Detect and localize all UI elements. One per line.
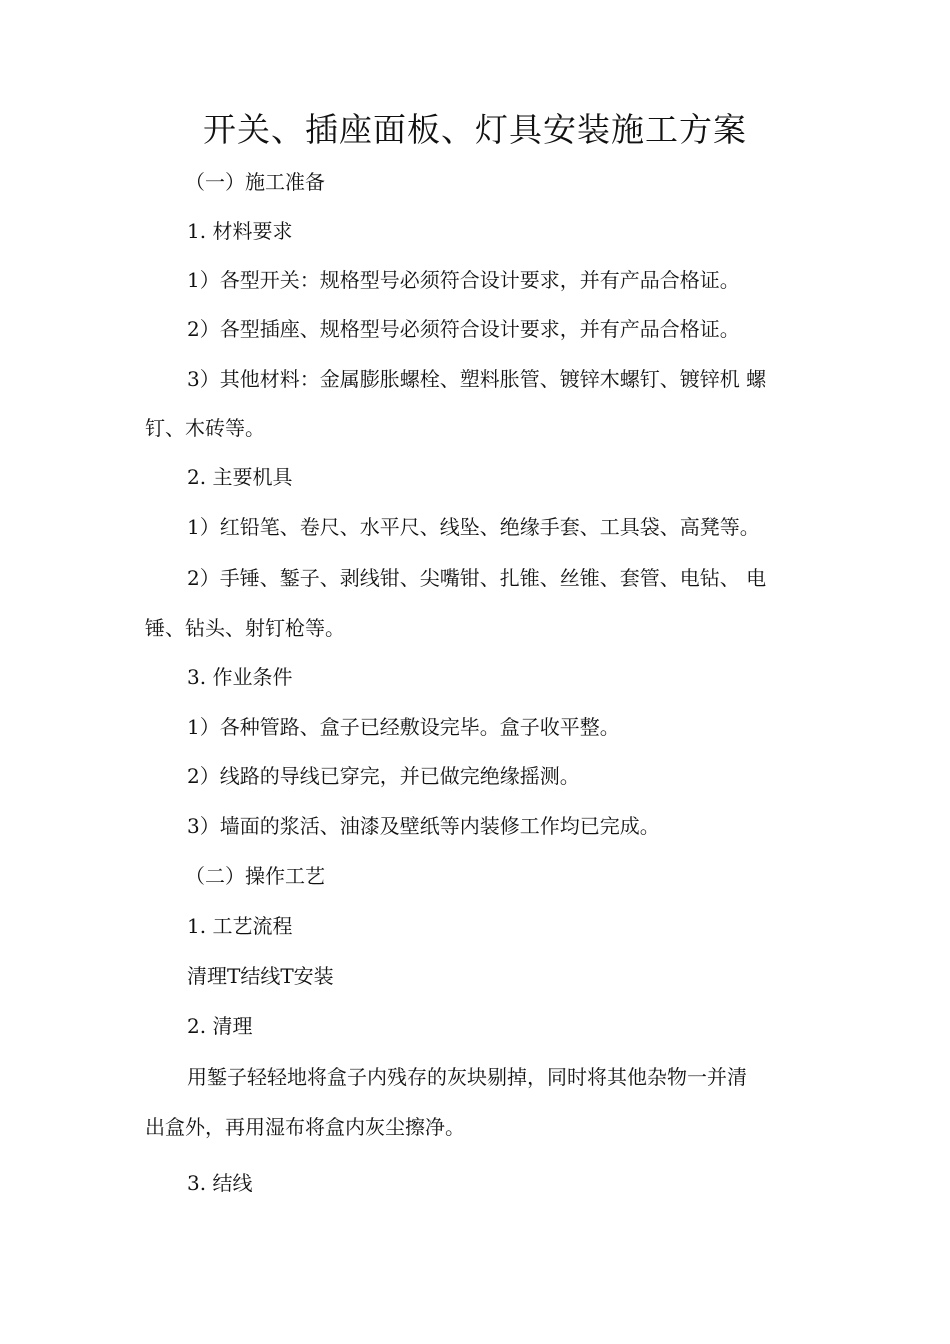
paragraph-cleaning: 用錾子轻轻地将盒子内残存的灰块剔掉，同时将其他杂物一并清 — [187, 1065, 747, 1089]
section-heading-preparation: （一）施工准备 — [185, 170, 325, 194]
paragraph-tools-2-cont: 锤、钻头、射钉枪等。 — [145, 616, 345, 640]
paragraph-tools-1: 1）红铅笔、卷尺、水平尺、线坠、绝缘手套、工具袋、高凳等。 — [187, 515, 760, 539]
paragraph-sockets: 2）各型插座、规格型号必须符合设计要求，并有产品合格证。 — [187, 317, 740, 341]
paragraph-other-materials-cont: 钉、木砖等。 — [145, 416, 265, 440]
subheading-materials: 1. 材料要求 — [187, 219, 293, 243]
subheading-cleaning: 2. 清理 — [187, 1014, 253, 1038]
paragraph-cleaning-cont: 出盒外，再用湿布将盒内灰尘擦净。 — [145, 1115, 465, 1139]
paragraph-workflow: 清理T结线T安装 — [187, 964, 334, 988]
paragraph-conditions-2: 2）线路的导线已穿完，并已做完绝缘摇测。 — [187, 764, 580, 788]
paragraph-tools-2: 2）手锤、錾子、剥线钳、尖嘴钳、扎锥、丝锥、套管、电钻、 电 — [187, 566, 767, 590]
paragraph-other-materials: 3）其他材料：金属膨胀螺栓、塑料胀管、镀锌木螺钉、镀锌机 螺 — [187, 367, 767, 391]
subheading-wiring: 3. 结线 — [187, 1171, 253, 1195]
document-title: 开关、插座面板、灯具安装施工方案 — [203, 110, 747, 149]
subheading-tools: 2. 主要机具 — [187, 465, 293, 489]
paragraph-conditions-3: 3）墙面的浆活、油漆及壁纸等内装修工作均已完成。 — [187, 814, 660, 838]
paragraph-conditions-1: 1）各种管路、盒子已经敷设完毕。盒子收平整。 — [187, 715, 620, 739]
subheading-workflow: 1. 工艺流程 — [187, 914, 293, 938]
section-heading-process: （二）操作工艺 — [185, 864, 325, 888]
subheading-conditions: 3. 作业条件 — [187, 665, 293, 689]
paragraph-switches: 1）各型开关：规格型号必须符合设计要求，并有产品合格证。 — [187, 268, 740, 292]
